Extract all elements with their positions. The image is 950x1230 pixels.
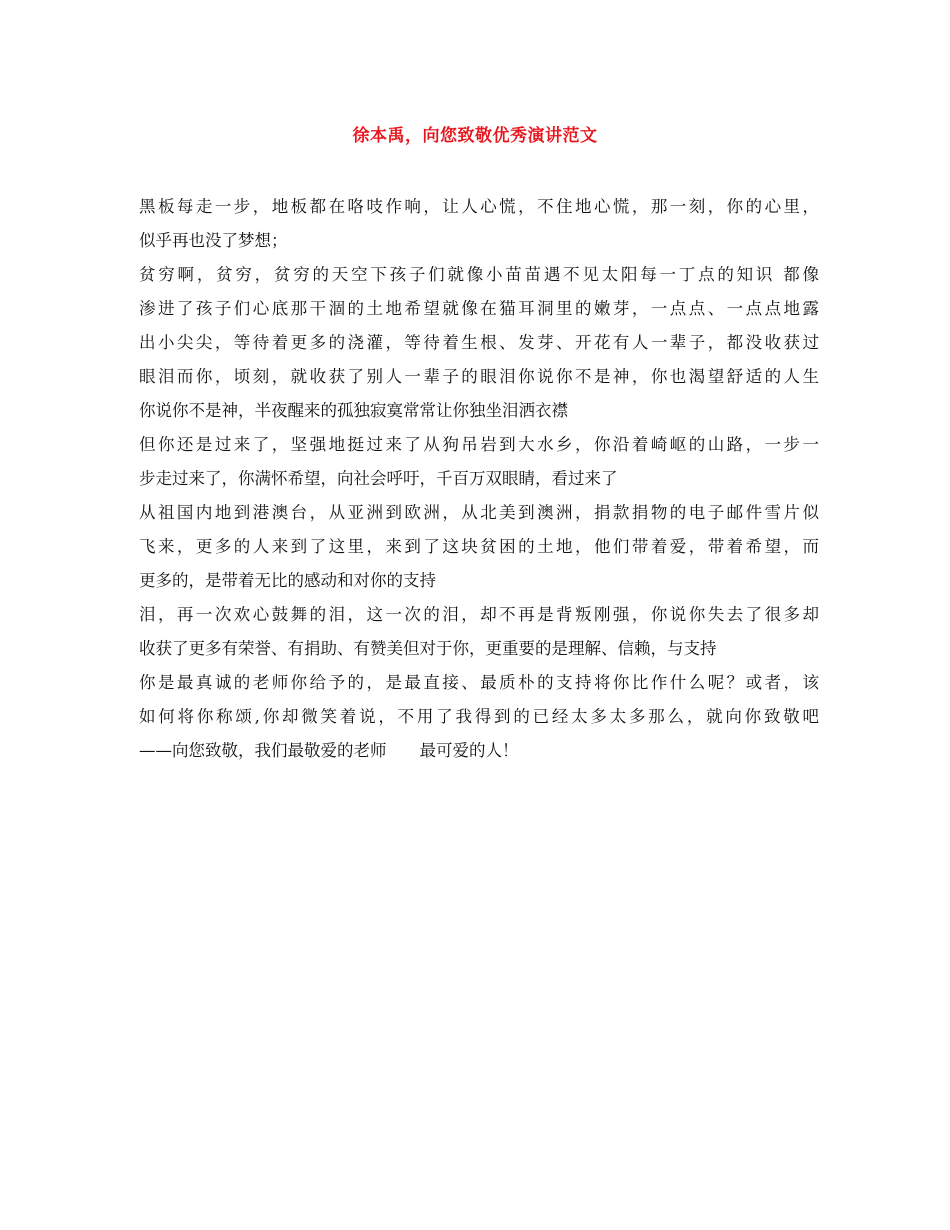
body-line: 贫穷啊，贫穷，贫穷的天空下孩子们就像小苗苗遇不见太阳每一丁点的知识 都像 bbox=[139, 265, 819, 284]
body-line: 眼泪而你，顷刻，就收获了别人一辈子的眼泪你说你不是神，你也渴望舒适的人生 bbox=[139, 367, 819, 386]
body-line: 从祖国内地到港澳台，从亚洲到欧洲，从北美到澳洲，捐款捐物的电子邮件雪片似 bbox=[139, 503, 819, 522]
body-line: ——向您致敬，我们最敬爱的老师 最可爱的人！ bbox=[139, 741, 519, 760]
body-line: 飞来，更多的人来到了这里，来到了这块贫困的土地，他们带着爱，带着希望，而 bbox=[139, 537, 819, 556]
body-line: 出小尖尖，等待着更多的浇灌，等待着生根、发芽、开花有人一辈子，都没收获过 bbox=[139, 333, 819, 352]
body-line: 步走过来了，你满怀希望，向社会呼吁，千百万双眼睛，看过来了 bbox=[139, 469, 618, 488]
body-line: 渗进了孩子们心底那干涸的土地希望就像在猫耳洞里的嫩芽，一点点、一点点地露 bbox=[139, 299, 819, 318]
body-line: 但你还是过来了，坚强地挺过来了从狗吊岩到大水乡，你沿着崎岖的山路，一步一 bbox=[139, 435, 819, 454]
body-line: 黑板每走一步，地板都在咯吱作响，让人心慌，不住地心慌，那一刻，你的心里， bbox=[139, 197, 819, 216]
body-line: 你说你不是神，半夜醒来的孤独寂寞常常让你独坐泪洒衣襟 bbox=[139, 401, 568, 420]
document-title: 徐本禹，向您致敬优秀演讲范文 bbox=[352, 126, 598, 146]
body-line: 更多的，是带着无比的感动和对你的支持 bbox=[139, 571, 436, 590]
body-line: 似乎再也没了梦想； bbox=[139, 231, 288, 250]
body-line: 收获了更多有荣誉、有捐助、有赞美但对于你，更重要的是理解、信赖，与支持 bbox=[139, 639, 717, 658]
body-line: 如何将你称颂,你却微笑着说，不用了我得到的已经太多太多那么，就向你致敬吧 bbox=[139, 707, 819, 726]
body-line: 你是最真诚的老师你给予的，是最直接、最质朴的支持将你比作什么呢？或者，该 bbox=[139, 673, 819, 692]
body-line: 泪，再一次欢心鼓舞的泪，这一次的泪，却不再是背叛刚强，你说你失去了很多却 bbox=[139, 605, 819, 624]
